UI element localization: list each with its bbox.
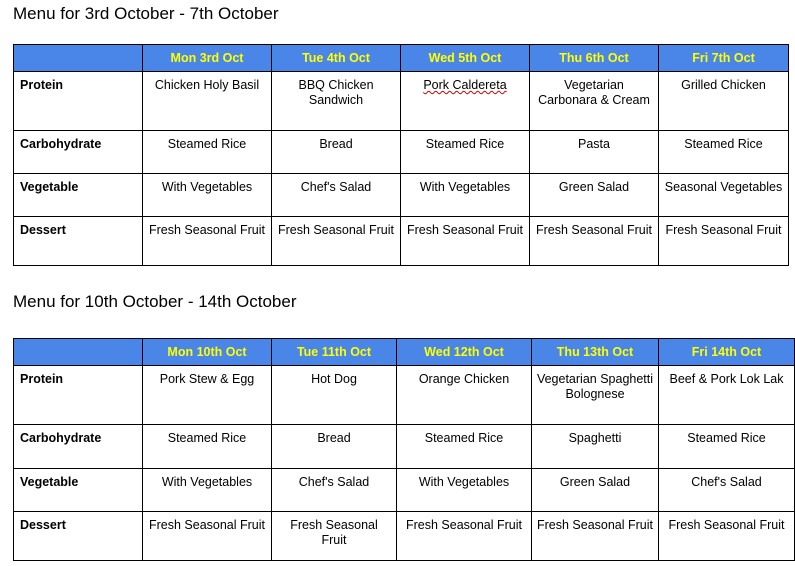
day-header: Mon 3rd Oct: [143, 45, 272, 72]
menu-cell: Steamed Rice: [143, 131, 272, 174]
menu-table-week-2: [13, 338, 795, 561]
day-header: Thu 13th Oct: [532, 339, 659, 366]
menu-cell: Green Salad: [530, 174, 659, 217]
menu-cell: Vegetarian Spaghetti Bolognese: [532, 366, 659, 425]
menu-cell: Beef & Pork Lok Lak: [659, 366, 795, 425]
day-header: Fri 14th Oct: [659, 339, 795, 366]
menu-cell: Chicken Holy Basil: [143, 72, 272, 131]
row-label: Protein: [14, 366, 143, 425]
menu-cell: With Vegetables: [397, 469, 532, 512]
row-label: Vegetable: [14, 174, 143, 217]
table-row-carbohydrate: [14, 425, 795, 469]
menu-cell: With Vegetables: [143, 469, 272, 512]
menu-cell: Fresh Seasonal Fruit: [530, 217, 659, 266]
menu-cell: With Vegetables: [143, 174, 272, 217]
menu-cell: Steamed Rice: [397, 425, 532, 469]
menu-cell: Steamed Rice: [401, 131, 530, 174]
menu-cell: Bread: [272, 425, 397, 469]
menu-cell: Chef's Salad: [659, 469, 795, 512]
menu-cell: Spaghetti: [532, 425, 659, 469]
menu-cell: Orange Chicken: [397, 366, 532, 425]
menu-title-week-2: Menu for 10th October - 14th October: [13, 292, 297, 311]
row-label: Carbohydrate: [14, 425, 143, 469]
menu-cell: Steamed Rice: [659, 131, 789, 174]
menu-cell: Grilled Chicken: [659, 72, 789, 131]
menu-cell: BBQ Chicken Sandwich: [272, 72, 401, 131]
menu-cell: Fresh Seasonal Fruit: [397, 512, 532, 561]
row-label: Dessert: [14, 512, 143, 561]
header-corner: [14, 339, 143, 366]
menu-cell: Hot Dog: [272, 366, 397, 425]
menu-cell: Green Salad: [532, 469, 659, 512]
header-row: [14, 45, 789, 72]
row-label: Protein: [14, 72, 143, 131]
menu-cell: Steamed Rice: [659, 425, 795, 469]
day-header: Wed 12th Oct: [397, 339, 532, 366]
menu-cell: Bread: [272, 131, 401, 174]
header-row: [14, 339, 795, 366]
day-header: Tue 11th Oct: [272, 339, 397, 366]
menu-cell: Vegetarian Carbonara & Cream: [530, 72, 659, 131]
menu-cell: With Vegetables: [401, 174, 530, 217]
menu-table-week-1: [13, 44, 789, 266]
table-row-protein: [14, 366, 795, 425]
menu-cell: Pork Stew & Egg: [143, 366, 272, 425]
table-row-protein: [14, 72, 789, 131]
menu-cell: Chef's Salad: [272, 469, 397, 512]
spellcheck-underlined-text: Pork Caldereta: [423, 78, 507, 92]
table-row-dessert: [14, 217, 789, 266]
menu-cell: Seasonal Vegetables: [659, 174, 789, 217]
row-label: Dessert: [14, 217, 143, 266]
menu-cell: Fresh Seasonal Fruit: [401, 217, 530, 266]
day-header: Fri 7th Oct: [659, 45, 789, 72]
table-row-dessert: [14, 512, 795, 561]
day-header: Wed 5th Oct: [401, 45, 530, 72]
day-header: Tue 4th Oct: [272, 45, 401, 72]
day-header: Mon 10th Oct: [143, 339, 272, 366]
menu-cell: Fresh Seasonal Fruit: [532, 512, 659, 561]
row-label: Carbohydrate: [14, 131, 143, 174]
menu-cell: Pasta: [530, 131, 659, 174]
table-row-vegetable: [14, 174, 789, 217]
menu-cell: Fresh Seasonal Fruit: [272, 512, 397, 561]
menu-cell: Fresh Seasonal Fruit: [659, 217, 789, 266]
menu-title-week-1: Menu for 3rd October - 7th October: [13, 4, 279, 23]
menu-cell: Fresh Seasonal Fruit: [143, 512, 272, 561]
menu-cell: Fresh Seasonal Fruit: [272, 217, 401, 266]
menu-cell: Fresh Seasonal Fruit: [659, 512, 795, 561]
menu-cell: Chef's Salad: [272, 174, 401, 217]
menu-cell: Steamed Rice: [143, 425, 272, 469]
table-row-carbohydrate: [14, 131, 789, 174]
header-corner: [14, 45, 143, 72]
table-row-vegetable: [14, 469, 795, 512]
menu-cell: Fresh Seasonal Fruit: [143, 217, 272, 266]
menu-cell: [401, 72, 530, 131]
day-header: Thu 6th Oct: [530, 45, 659, 72]
row-label: Vegetable: [14, 469, 143, 512]
